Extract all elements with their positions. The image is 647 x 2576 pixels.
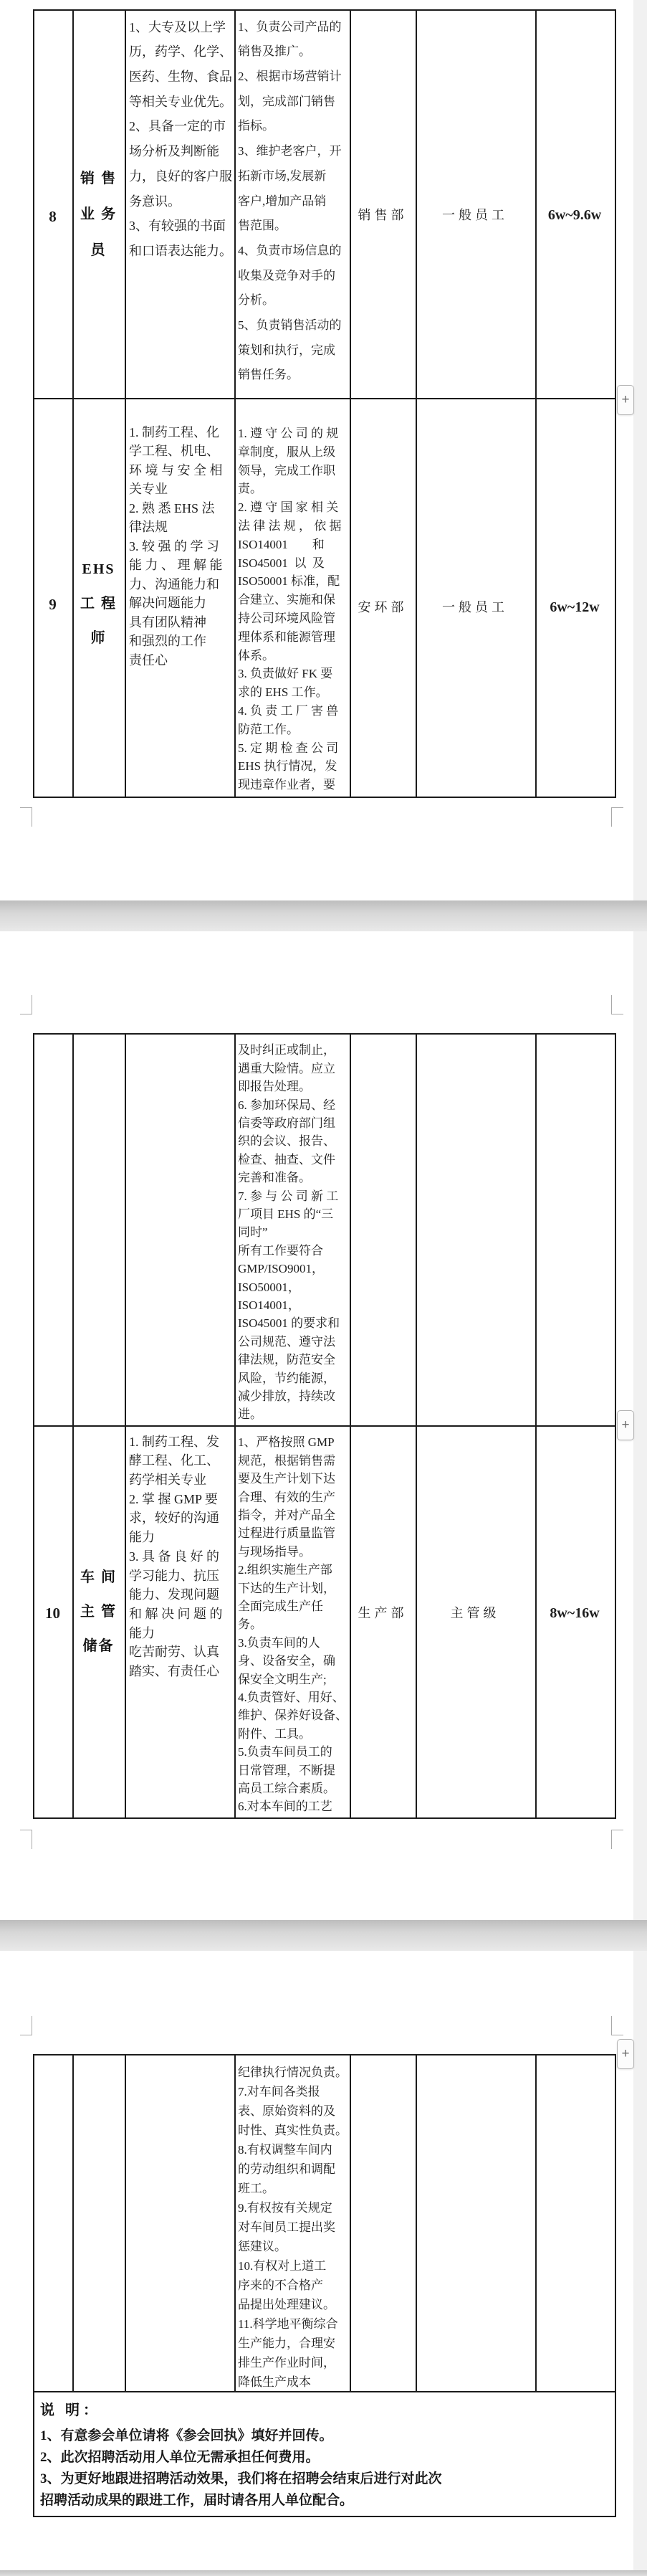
row9-job-title-line: EHS [82, 561, 115, 577]
page-gap [0, 900, 647, 931]
row9-requirements-line: 关专业 [129, 482, 168, 497]
row8-duties-line: 4、负责市场信息的 [238, 243, 342, 257]
row10-duties-continued-line: 9.有权按有关规定 [238, 2200, 332, 2215]
row9-requirements-line: 学工程、机电、 [129, 444, 219, 459]
notes-text-line: 3、为更好地跟进招聘活动效果，我们将在招聘会结束后进行对此次 [40, 2471, 442, 2486]
table-row-border [33, 398, 616, 399]
row10-duties-line: 附件、工具。 [238, 1726, 311, 1741]
table-column-border [33, 2054, 34, 2391]
row8-level: 一般员工 [442, 208, 508, 222]
row8-duties-line: 3、维护老客户，开 [238, 144, 342, 158]
row9-requirements-line: 1. 制药工程、化 [129, 424, 219, 439]
row10-requirements-line: 吃苦耐劳、认真 [129, 1645, 219, 1660]
row10-duties-continued-line: 排生产作业时间， [238, 2355, 335, 2370]
table-row-border [33, 9, 616, 11]
row9-department: 安环部 [358, 600, 408, 614]
row10-duties-line: 要及生产计划下达 [238, 1472, 335, 1486]
row10-department: 生产部 [358, 1606, 408, 1620]
row10-duties-continued-line: 对车间员工提出奖 [238, 2220, 335, 2234]
row8-job-title-line: 业 务 [80, 206, 117, 222]
row9-duties-continued-line: 即报告处理。 [238, 1080, 311, 1094]
row9-duties-line: 领导，完成工作职 [238, 463, 335, 477]
table-column-border [234, 9, 236, 797]
row9-level: 一般员工 [442, 600, 508, 614]
row10-requirements-line: 能力、发现问题 [129, 1587, 219, 1602]
row8-requirements-line: 医药、生物、食品 [129, 70, 232, 85]
row9-duties-line: 5. 定 期 检 查 公 司 [238, 741, 339, 755]
page-gap [0, 2570, 647, 2576]
row9-duties-continued-line: 织的会议、报告、 [238, 1134, 335, 1149]
row10-duties-continued-line: 11.科学地平衡综合 [238, 2316, 338, 2331]
row10-duties-continued-line: 7.对车间各类报 [238, 2084, 320, 2099]
row9-requirements-line: 具有团队精神 [129, 614, 206, 629]
row8-duties-line: 策划和执行，完成 [238, 343, 335, 357]
row9-duties-line: 责。 [238, 482, 262, 496]
row9-job-title-line: 师 [90, 630, 107, 646]
row9-duties-line: EHS 执行情况，发 [238, 759, 337, 774]
row9-duties-line: 求的 EHS 工作。 [238, 685, 328, 700]
row10-duties-continued-line: 惩建议。 [238, 2239, 287, 2253]
row10-duties-line: 维护、保养好设备、 [238, 1708, 348, 1723]
row8-requirements-line: 和口语表达能力。 [129, 243, 232, 258]
row10-duties-line: 过程进行质量监管 [238, 1526, 335, 1541]
table-row-border [33, 2054, 616, 2055]
row10-duties-line: 4.负责管好、用好、 [238, 1690, 345, 1704]
row10-duties-line: 合理、有效的生产 [238, 1490, 335, 1504]
row10-duties-line: 保安全文明生产; [238, 1672, 327, 1686]
row10-duties-line: 指令，并对产品全 [238, 1508, 335, 1522]
row10-requirements-line: 和 解 决 问 题 的 [129, 1606, 223, 1621]
table-column-border [535, 9, 537, 797]
row10-number: 10 [45, 1605, 60, 1622]
row10-duties-line: 高员工综合素质。 [238, 1782, 335, 1796]
row9-salary: 6w~12w [550, 599, 600, 615]
row10-duties-line: 下达的生产计划， [238, 1581, 335, 1595]
row10-duties-line: 日常管理，不断提 [238, 1763, 335, 1777]
row9-duties-line: 防范工作。 [238, 722, 299, 736]
row10-requirements-line: 酵工程、化工、 [129, 1453, 219, 1468]
row9-duties-continued-line: 检查、抽查、文件 [238, 1152, 335, 1166]
table-column-border [125, 2054, 126, 2391]
row10-requirements [129, 1432, 223, 1681]
row9-duties-continued-line: 及时纠正或制止， [238, 1043, 335, 1058]
table-row-border [33, 1033, 616, 1035]
insert-row-button[interactable]: + [617, 2039, 634, 2069]
row8-duties-line: 客户,增加产品销 [238, 194, 327, 208]
row10-job-title-line: 主 管 [80, 1604, 117, 1620]
row10-requirements-line: 能力 [129, 1530, 155, 1545]
row10-duties-continued-line: 表、原始资料的及 [238, 2104, 335, 2118]
margin-mark [611, 1830, 623, 1849]
row8-requirements-line: 2、具备一定的市 [129, 119, 226, 134]
table-column-border [416, 2054, 417, 2391]
margin-mark [611, 807, 623, 827]
row9-duties-continued-line: 信委等政府部门组 [238, 1116, 335, 1130]
row9-duties-line: 2. 遵 守 国 家 相 关 [238, 500, 339, 515]
row9-duties-line: 现违章作业者，要 [238, 778, 335, 792]
row10-duties-line: 1、严格按照 GMP [238, 1435, 335, 1450]
row8-requirements-line: 场分析及判断能 [129, 144, 219, 159]
row8-duties-line: 销售及推广。 [238, 44, 311, 59]
row9-duties-continued-line: 公司规范、遵守法 [238, 1334, 335, 1349]
row8-department: 销售部 [358, 208, 408, 222]
row9-duties-continued-line: ISO14001， [238, 1298, 300, 1312]
row9-requirements-line: 能 力 、 理 解 能 [129, 558, 223, 573]
row10-job-title-line: 车 间 [80, 1569, 117, 1585]
row9-duties-continued-line: ISO45001 的要求和 [238, 1316, 340, 1331]
row9-duties-continued-line: GMP/ISO9001， [238, 1262, 324, 1276]
notes-text-line: 招聘活动成果的跟进工作，届时请各用人单位配合。 [40, 2493, 354, 2508]
row9-requirements-line: 环 境 与 安 全 相 [129, 462, 223, 477]
row8-duties-line: 销售任务。 [238, 368, 299, 382]
row9-job-title-line: 工 程 [80, 596, 117, 612]
row8-duties-line: 划，完成部门销售 [238, 94, 335, 108]
row10-duties-continued-line: 序来的不合格产 [238, 2278, 323, 2292]
row10-salary: 8w~16w [550, 1605, 600, 1621]
app-background-strip [633, 0, 647, 2576]
row10-requirements-line: 2. 掌 握 GMP 要 [129, 1491, 218, 1506]
margin-mark [20, 995, 32, 1014]
notes-box-border [615, 2391, 616, 2517]
table-column-border [615, 2054, 616, 2391]
row10-requirements-line: 能力 [129, 1625, 155, 1640]
row10-duties-continued-line: 8.有权调整车间内 [238, 2142, 332, 2157]
row8-requirements-line: 3、有较强的书面 [129, 219, 226, 234]
notes-heading: 说 明： [40, 2402, 101, 2418]
row9-duties-line: 4. 负 责 工 厂 害 兽 [238, 704, 339, 718]
row9-duties-line: 法 律 法 规 ， 依 据 [238, 519, 342, 533]
row8-duties [238, 15, 342, 389]
row9-duties-line: 理体系和能源管理 [238, 629, 335, 644]
notes-box-border [33, 2516, 616, 2517]
row8-duties-line: 1、负责公司产品的 [238, 19, 342, 34]
row10-duties-line: 与现场指导。 [238, 1544, 311, 1559]
row10-duties-continued-line: 生产能力，合理安 [238, 2336, 335, 2350]
row8-number: 8 [49, 208, 57, 225]
margin-mark [20, 807, 32, 827]
row9-duties-line: 1. 遵 守 公 司 的 规 [238, 427, 339, 441]
row9-duties-line: 3. 负责做好 FK 要 [238, 667, 333, 681]
row10-requirements-line: 药学相关专业 [129, 1473, 206, 1488]
row8-requirements-line: 力，良好的客户服 [129, 168, 232, 184]
row8-duties-line: 2、根据市场营销计 [238, 70, 342, 84]
row10-requirements-line: 1. 制药工程、发 [129, 1434, 219, 1449]
row9-duties-continued-line: 减少排放，持续改 [238, 1389, 335, 1404]
row9-requirements-line: 3. 较 强 的 学 习 [129, 538, 219, 553]
row9-duties-continued-line: 遇重大险情。应立 [238, 1061, 335, 1075]
row10-duties-line: 5.负责车间员工的 [238, 1745, 332, 1759]
table-column-border [350, 2054, 351, 2391]
row8-salary: 6w~9.6w [547, 207, 602, 223]
notes-text [40, 2425, 442, 2511]
row10-duties-continued-line: 10.有权对上道工 [238, 2258, 327, 2273]
row8-duties-line: 指标。 [238, 119, 274, 133]
insert-row-button[interactable]: + [617, 385, 634, 415]
table-column-border [350, 9, 351, 797]
table-column-border [615, 9, 616, 797]
row10-job-title-line: 储备 [82, 1638, 115, 1654]
row10-duties-continued [238, 2063, 348, 2392]
margin-mark [20, 2016, 32, 2035]
row9-requirements-line: 和强烈的工作 [129, 634, 206, 649]
margin-mark [20, 1830, 32, 1849]
row9-requirements-line: 律法规 [129, 520, 168, 535]
row10-requirements-line: 求，较好的沟通 [129, 1511, 219, 1526]
row10-requirements-line: 学习能力、抗压 [129, 1568, 219, 1583]
row9-duties-continued-line: 厂项目 EHS 的“三 [238, 1207, 334, 1221]
table-column-border [72, 2054, 74, 2391]
row9-duties-line: 章制度，服从上级 [238, 445, 335, 459]
row10-duties-continued-line: 时性、真实性负责。 [238, 2123, 348, 2137]
row8-requirements [129, 15, 232, 264]
row10-duties-line: 3.负责车间的人 [238, 1635, 320, 1650]
row8-duties-line: 分析。 [238, 293, 274, 308]
row8-requirements-line: 1、大专及以上学 [129, 19, 226, 34]
row10-level: 主管级 [450, 1606, 500, 1620]
row8-job-title-line: 员 [90, 242, 107, 258]
row9-duties-line: 持公司环境风险管 [238, 612, 335, 626]
notes-text-line: 1、有意参会单位请将《参会回执》填好并回传。 [40, 2428, 333, 2443]
row9-duties-continued-line: 完善和准备。 [238, 1171, 311, 1185]
margin-mark [611, 2016, 623, 2035]
table-column-border [125, 9, 126, 797]
row10-duties-line: 务。 [238, 1617, 262, 1632]
page-gap [0, 1920, 647, 1951]
table-column-border [535, 2054, 537, 2391]
row9-requirements-line: 2. 熟 悉 EHS 法 [129, 500, 215, 515]
row8-requirements-line: 历，药学、化学、 [129, 44, 232, 60]
row9-number: 9 [49, 596, 57, 613]
row10-requirements-line: 踏实、有责任心 [129, 1664, 219, 1679]
row9-duties-continued-line: 同时” [238, 1225, 268, 1240]
row9-requirements-line: 力、沟通能力和 [129, 576, 219, 591]
insert-row-button[interactable]: + [617, 1410, 634, 1440]
table-column-border [33, 9, 34, 797]
row10-duties-line: 规范，根据销售需 [238, 1453, 335, 1468]
row10-requirements-line: 3. 具 备 良 好 的 [129, 1549, 219, 1564]
row9-duties-continued-line: 所有工作要符合 [238, 1243, 323, 1258]
margin-mark [611, 995, 623, 1014]
row10-duties-continued-line: 纪律执行情况负责。 [238, 2065, 348, 2079]
row9-duties-line: ISO50001 标准，配 [238, 574, 340, 589]
row9-duties-line: ISO14001 和 [238, 537, 325, 551]
row9-requirements-line: 解决问题能力 [129, 596, 206, 611]
table-row-border [33, 797, 616, 798]
row9-duties-continued [238, 1041, 340, 1424]
row9-duties-continued-line: ISO50001， [238, 1280, 300, 1294]
table-column-border [72, 9, 74, 797]
row8-duties-line: 收集及竞争对手的 [238, 268, 335, 282]
row9-duties-continued-line: 6. 参加环保局、经 [238, 1098, 335, 1112]
row10-duties-line: 6.对本车间的工艺 [238, 1800, 332, 1814]
row10-duties-continued-line: 品提出处理建议。 [238, 2297, 335, 2311]
row10-duties-line: 2.组织实施生产部 [238, 1563, 332, 1577]
row8-duties-line: 5、负责销售活动的 [238, 318, 342, 333]
notes-text-line: 2、此次招聘活动用人单位无需承担任何费用。 [40, 2450, 320, 2465]
row9-duties-line: ISO45001 以 及 [238, 556, 325, 570]
row10-duties-continued-line: 班工。 [238, 2181, 274, 2195]
row10-duties-line: 身、设备安全，确 [238, 1654, 335, 1668]
row8-duties-line: 拓新市场,发展新 [238, 168, 327, 183]
row8-duties-line: 售范围。 [238, 219, 287, 233]
table-row-border [33, 1425, 616, 1427]
row8-requirements-line: 务意识。 [129, 194, 181, 209]
row9-requirements-line: 责任心 [129, 652, 168, 667]
table-column-border [416, 9, 417, 797]
row10-duties-continued-line: 降低生产成本 [238, 2375, 311, 2389]
notes-box-border [33, 2391, 34, 2517]
row9-duties-continued-line: 律法规，防范安全 [238, 1353, 335, 1367]
row10-duties-line: 全面完成生产任 [238, 1599, 323, 1613]
row8-requirements-line: 等相关专业优先。 [129, 94, 232, 109]
row9-duties-continued-line: 风险，节约能源， [238, 1371, 335, 1385]
row9-duties-continued-line: 进。 [238, 1407, 262, 1422]
row8-job-title-line: 销 售 [80, 171, 117, 186]
row10-duties-continued-line: 的劳动组织和调配 [238, 2162, 335, 2176]
row9-requirements [129, 423, 223, 670]
table-row-border [33, 1817, 616, 1819]
row9-duties-continued-line: 7. 参 与 公 司 新 工 [238, 1189, 339, 1203]
row9-duties-line: 合建立、实施和保 [238, 593, 335, 607]
row9-duties-line: 体系。 [238, 648, 274, 662]
table-column-border [234, 2054, 236, 2391]
